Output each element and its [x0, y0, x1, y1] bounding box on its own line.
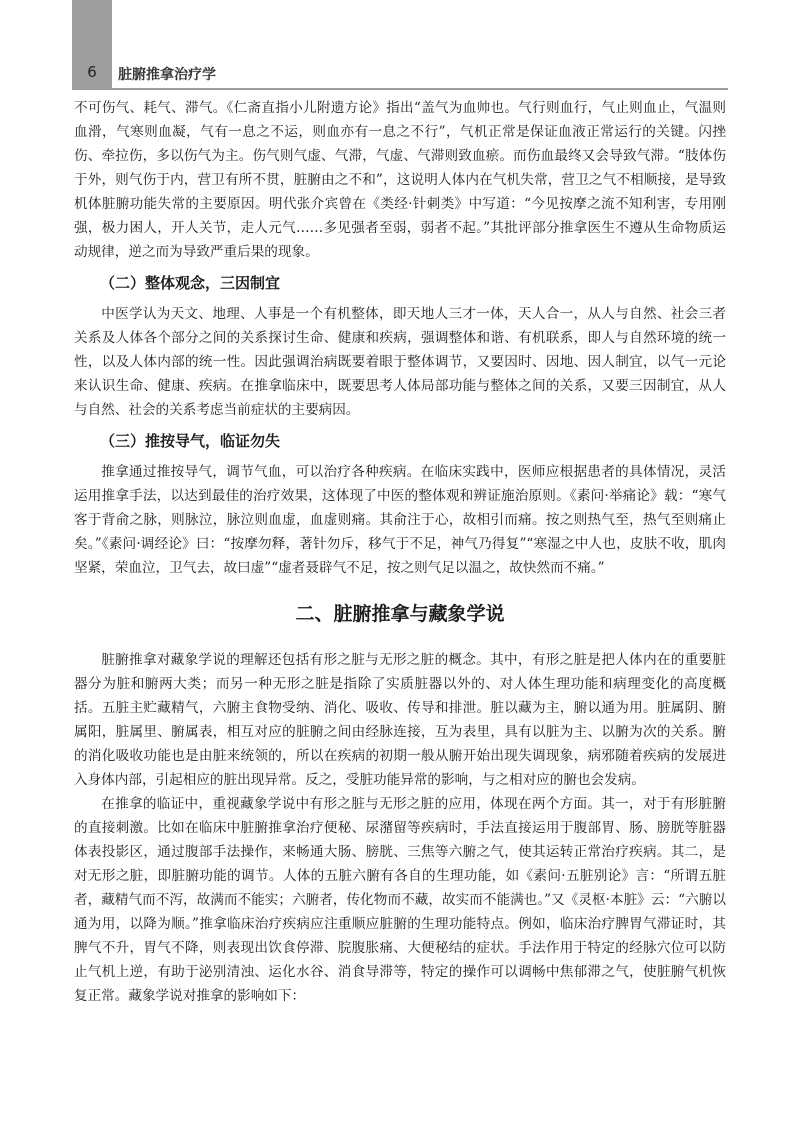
subheading-two: （二）整体观念，三因制宜 [100, 274, 281, 292]
section-title: 二、脏腑推拿与藏象学说 [295, 603, 505, 625]
header-rule [72, 88, 728, 90]
page-body [74, 96, 726, 1008]
page-number: 6 [87, 63, 97, 81]
paragraph-2: 中医学认为天文、地理、人事是一个有机整体，即天地人三才一体，天人合一，从人与自然、社会三者关系及人体各个部分之间的关系探讨生命、健康和疾病，强调整体和谐、有机联系，即人与自然环境的统一性，以及人体内部的统一性。因此强调治病既要着眼于整体调节，又要因时、因地、因人制宜，以气一元论来认识生命、健康、疾病。在推拿临床中，既要思考人体局部功能与整体之间的关系，又要三因制宜，从人与自然、社会的关系考虑当前症状的主要病因。 [74, 306, 726, 418]
paragraph-4: 脏腑推拿对藏象学说的理解还包括有形之脏与无形之脏的概念。其中，有形之脏是把人体内在的重要脏器分为脏和腑两大类；而另一种无形之脏是指除了实质脏器以外的、对人体生理功能和病理变化的高度概括。五脏主贮藏精气，六腑主食物受纳、消化、吸收、传导和排泄。脏以藏为主，腑以通为用。脏属阴、腑属阳，脏属里、腑属表，相互对应的脏腑之间由经脉连接，互为表里，具有以脏为主、以腑为次的关系。腑的消化吸收功能也是由脏来统领的，所以在疾病的初期一般从腑开始出现失调现象，病邪随着疾病的发展进入身体内部，引起相应的脏出现异常。反之，受脏功能异常的影响，与之相对应的腑也会发病。 [74, 652, 726, 788]
subheading-three: （三）推按导气，临证勿失 [100, 432, 281, 450]
paragraph-3: 推拿通过推按导气，调节气血，可以治疗各种疾病。在临床实践中，医师应根据患者的具体情况，灵活运用推拿手法，以达到最佳的治疗效果，这体现了中医的整体观和辨证施治原则。《素问·举痛论》载：“寒气客于背俞之脉，则脉泣，脉泣则血虚，血虚则痛。其俞注于心，故相引而痛。按之则热气至，热气至则痛止矣。”《素问·调经论》曰：“按摩勿释，著针勿斥，移气于不足，神气乃得复”“寒湿之中人也，皮肤不收，肌肉坚紧，荣血泣，卫气去，故曰虚”“虚者聂辟气不足，按之则气足以温之，故快然而不痛。” [74, 464, 726, 576]
paragraph-1: 不可伤气、耗气、滞气。《仁斋直指小儿附遗方论》指出“盖气为血帅也。气行则血行，气止则血止，气温则血滑，气寒则血凝，气有一息之不运，则血亦有一息之不行”，气机正常是保证血液正常运行的关键。闪挫伤、牵拉伤，多以伤气为主。伤气则气虚、气滞，气虚、气滞则致血瘀。而伤血最终又会导致气滞。“肢体伤于外，则气伤于内，营卫有所不贯，脏腑由之不和”，这说明人体内在气机失常，营卫之气不相顺接，是导致机体脏腑功能失常的主要原因。明代张介宾曾在《类经·针刺类》中写道：“今见按摩之流不知利害，专用刚强，极力困人，开人关节，走人元气……多见强者至弱，弱者不起。”其批评部分推拿医生不遵从生命物质运动规律，逆之而为导致严重后果的现象。 [74, 100, 726, 260]
paragraph-5: 在推拿的临证中，重视藏象学说中有形之脏与无形之脏的应用，体现在两个方面。其一，对于有形脏腑的直接刺激。比如在临床中脏腑推拿治疗便秘、尿潴留等疾病时，手法直接运用于腹部胃、肠、膀胱等脏器体表投影区，通过腹部手法操作，来畅通大肠、膀胱、三焦等六腑之气，使其运转正常治疗疾病。其二，是对无形之脏，即脏腑功能的调节。人体的五脏六腑有各自的生理功能，如《素问·五脏别论》言：“所谓五脏者，藏精气而不泻，故满而不能实；六腑者，传化物而不藏，故实而不能满也。”又《灵枢·本脏》云：“六腑以通为用，以降为顺。”推拿临床治疗疾病应注重顺应脏腑的生理功能特点。例如，临床治疗脾胃气滞证时，其脾气不升，胃气不降，则表现出饮食停滞、脘腹胀痛、大便秘结的症状。手法作用于特定的经脉穴位可以防止气机上逆，有助于泌别清浊、运化水谷、消食导滞等，特定的操作可以调畅中焦郁滞之气，使脏腑气机恢复正常。藏象学说对推拿的影响如下： [74, 796, 726, 1004]
running-title: 脏腑推拿治疗学 [118, 67, 216, 83]
